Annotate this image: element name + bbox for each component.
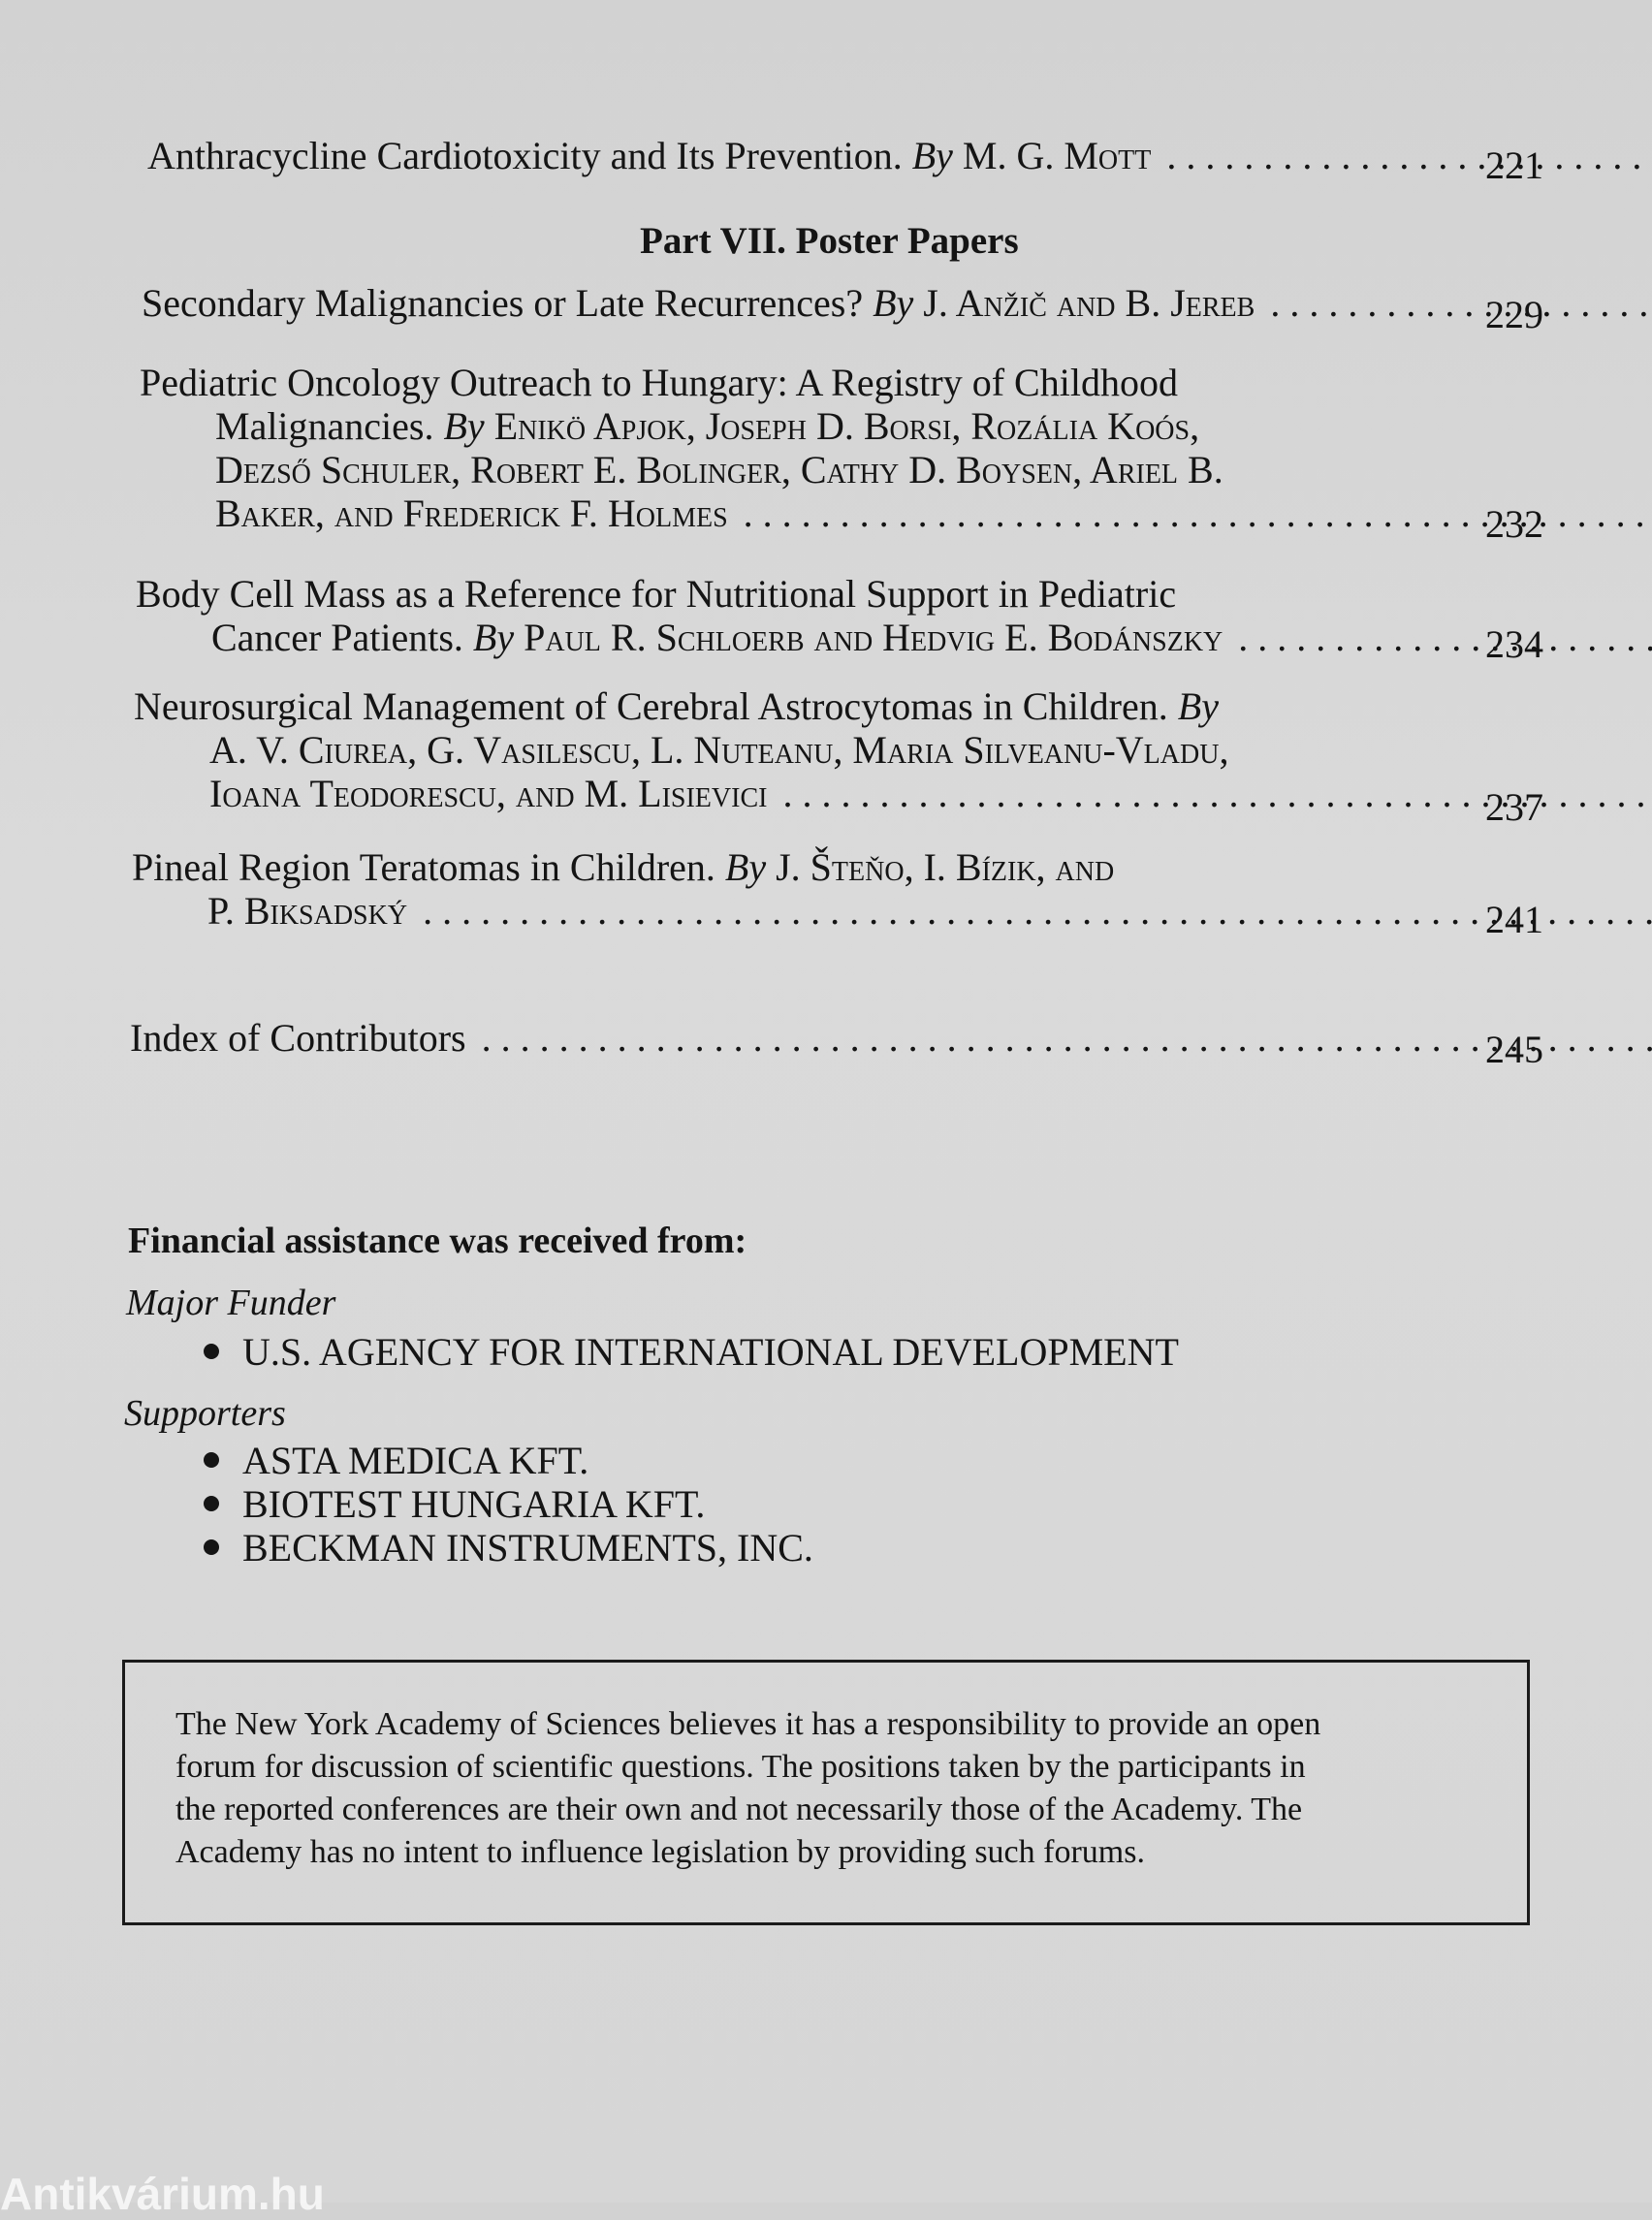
supporter-name: ASTA MEDICA KFT.	[242, 1439, 589, 1482]
major-funder-list	[200, 1330, 1179, 1374]
list-item	[200, 1482, 813, 1526]
entry-title: Anthracycline Cardiotoxicity and Its Prevention.	[147, 134, 903, 177]
dot-leader	[1238, 616, 1652, 659]
supporters-list	[200, 1439, 813, 1570]
page-number: 237	[1485, 785, 1543, 829]
academy-notice-text	[175, 1703, 1494, 1874]
notice-line: the reported conferences are their own and not necessarily those of the Academy. The	[175, 1792, 1303, 1827]
watermark: Antikvárium.hu	[0, 2169, 325, 2219]
toc-entry-index-of-contributors	[130, 1016, 1543, 1071]
entry-by: By	[724, 845, 767, 889]
page-number: 241	[1485, 898, 1543, 941]
entry-title: Index of Contributors	[130, 1016, 466, 1060]
entry-authors-line2: Enikö Apjok, Joseph D. Borsi, Rozália Koós,	[493, 404, 1200, 448]
entry-authors-line3: Dezső Schuler, Robert E. Bolinger, Cathy D. Boysen, Ariel B.	[215, 448, 1223, 492]
entry-by: By	[911, 134, 953, 177]
toc-entry-secondary-malignancies	[142, 281, 1543, 336]
major-funder-label: Major Funder	[126, 1283, 336, 1323]
page-number: 245	[1485, 1028, 1543, 1071]
entry-by: By	[873, 281, 914, 325]
funder-name: U.S. AGENCY FOR INTERNATIONAL DEVELOPMENT	[242, 1330, 1179, 1374]
dot-leader	[1166, 134, 1652, 177]
entry-title-line1: Neurosurgical Management of Cerebral Astrocytomas in Children.	[134, 684, 1168, 728]
supporter-name: BIOTEST HUNGARIA KFT.	[242, 1482, 706, 1526]
financial-assistance-heading: Financial assistance was received from:	[128, 1221, 747, 1261]
bullet-icon	[204, 1539, 219, 1555]
entry-title: Secondary Malignancies or Late Recurrences?	[142, 281, 864, 325]
entry-title-line1: Pineal Region Teratomas in Children.	[132, 845, 715, 889]
entry-title-line2: Malignancies.	[215, 404, 434, 448]
toc-entry-body-cell-mass	[136, 572, 1543, 666]
toc-entry-anthracycline	[147, 134, 1543, 187]
entry-authors-line2: A. V. Ciurea, G. Vasilescu, L. Nuteanu, Maria Silveanu-Vladu,	[209, 728, 1229, 772]
list-item	[200, 1330, 1179, 1374]
notice-line: forum for discussion of scientific questions. The positions taken by the participants in	[175, 1749, 1306, 1785]
toc-entry-pediatric-oncology-outreach	[140, 361, 1543, 546]
entry-authors: J. Anžič and B. Jereb	[923, 281, 1255, 325]
list-item	[200, 1439, 813, 1482]
entry-authors-line2: P. Biksadský	[207, 889, 408, 933]
entry-authors: M. G. Mott	[962, 134, 1152, 177]
toc-entry-neurosurgical-management	[134, 684, 1543, 829]
entry-by: By	[443, 404, 485, 448]
entry-title-line1: Body Cell Mass as a Reference for Nutritional Support in Pediatric	[136, 572, 1177, 616]
notice-line: The New York Academy of Sciences believes it has a responsibility to provide an open	[175, 1706, 1321, 1742]
page-number: 229	[1485, 293, 1543, 336]
entry-title-line2: Cancer Patients.	[211, 616, 463, 659]
entry-authors-line1: J. Šteňo, I. Bízik, and	[776, 845, 1115, 889]
entry-authors-line4: Baker, and Frederick F. Holmes	[215, 492, 728, 535]
page-number: 221	[1485, 143, 1543, 187]
part-heading: Part VII. Poster Papers	[640, 220, 1019, 262]
bullet-icon	[204, 1344, 219, 1359]
entry-title-line1: Pediatric Oncology Outreach to Hungary: A Registry of Childhood	[140, 361, 1178, 404]
notice-line: Academy has no intent to influence legislation by providing such forums.	[175, 1834, 1145, 1870]
entry-by: By	[472, 616, 515, 659]
entry-authors-line3: Ioana Teodorescu, and M. Lisievici	[209, 772, 768, 815]
entry-authors: Paul R. Schloerb and Hedvig E. Bodánszky	[524, 616, 1223, 659]
page-number: 232	[1485, 502, 1543, 546]
supporter-name: BECKMAN INSTRUMENTS, INC.	[242, 1526, 813, 1570]
bullet-icon	[204, 1452, 219, 1468]
toc-entry-pineal-region	[132, 845, 1543, 941]
bullet-icon	[204, 1496, 219, 1511]
supporters-label: Supporters	[124, 1393, 286, 1434]
list-item	[200, 1526, 813, 1570]
academy-notice-box	[122, 1660, 1530, 1925]
page-number: 234	[1485, 622, 1543, 666]
entry-by: By	[1177, 684, 1219, 728]
